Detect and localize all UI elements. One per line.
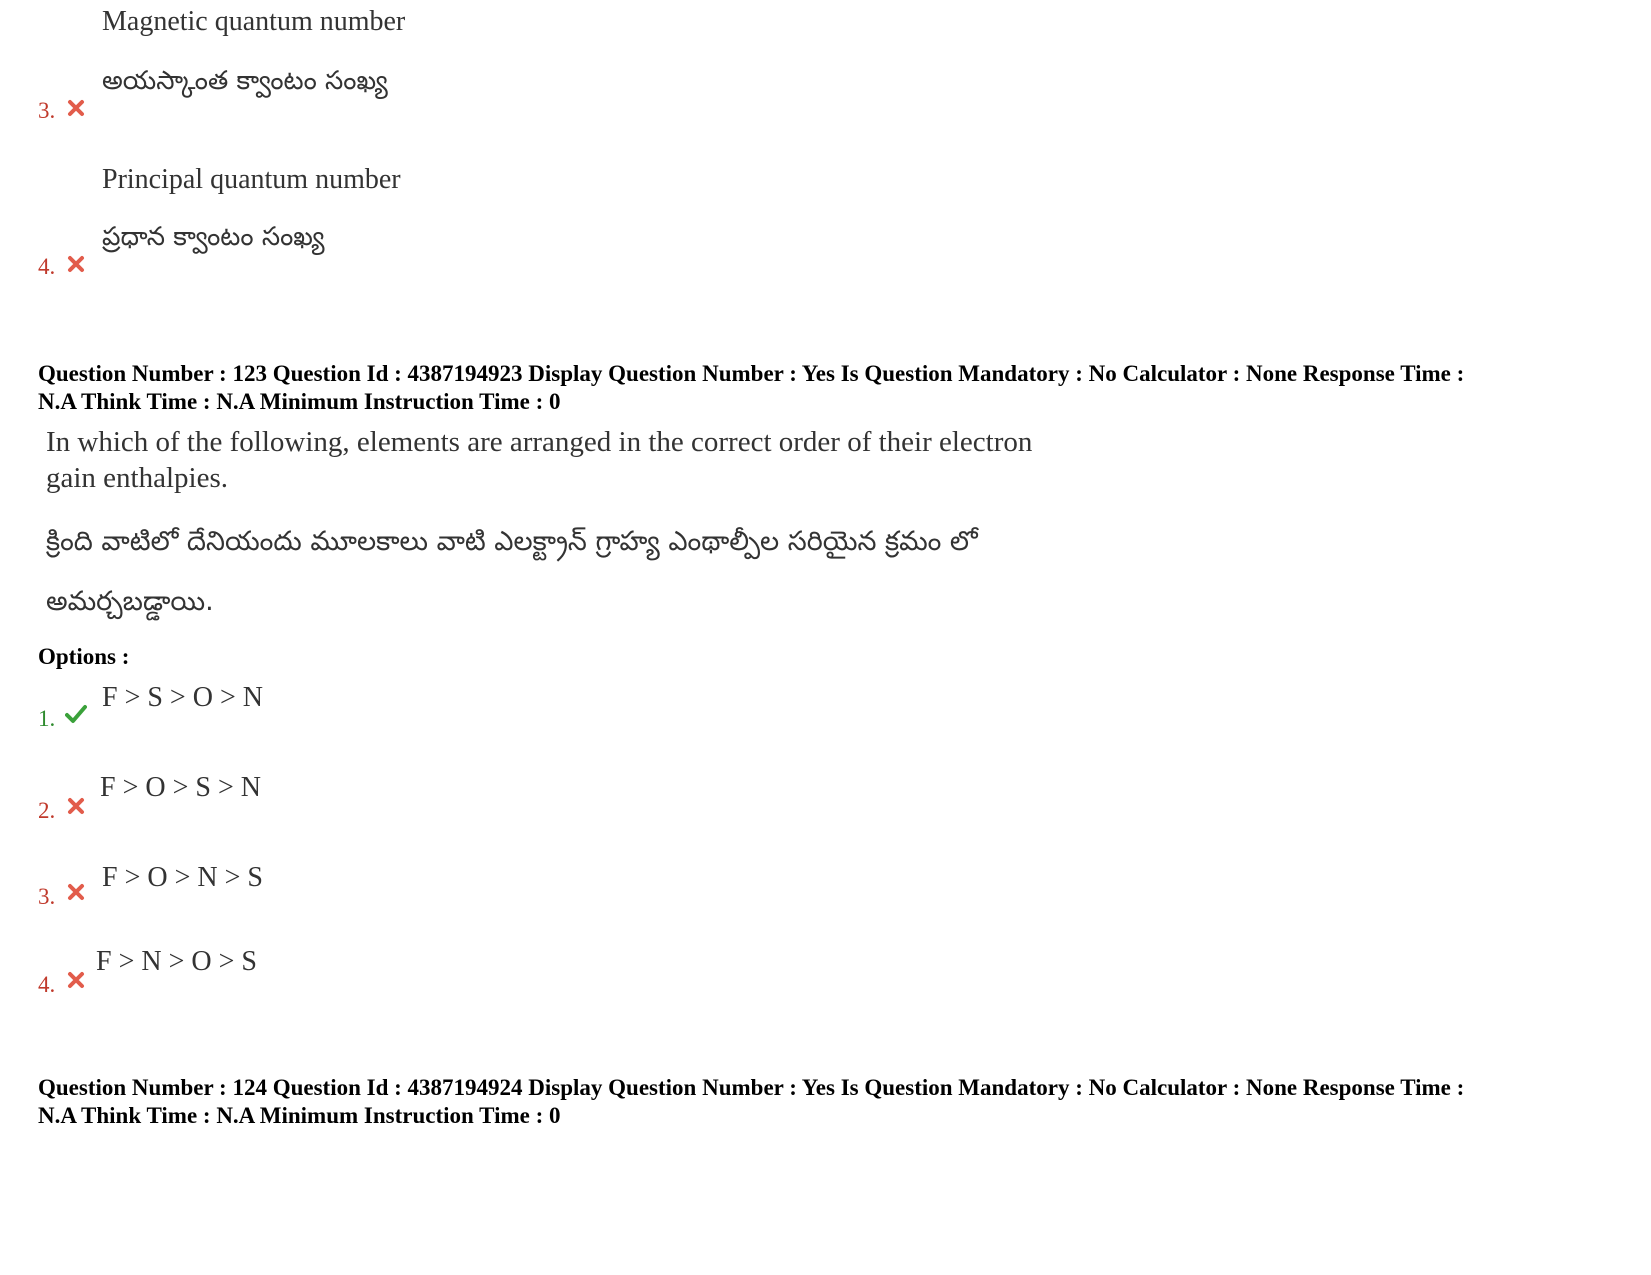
option-1-text: F > S > O > N bbox=[102, 682, 263, 713]
question-123-text-te-line1: క్రింది వాటిలో దేనియందు మూలకాలు వాటి ఎలక్ట్రాన్ గ్రాహ్య ఎంథాల్పీల సరియైన క్రమం లో bbox=[46, 526, 978, 557]
question-124-meta bbox=[38, 1074, 1618, 1130]
option-4-number: 4. bbox=[38, 972, 56, 997]
prev-option-3-text-en: Magnetic quantum number bbox=[102, 6, 406, 37]
question-text-line1: In which of the following, elements are arranged in the correct order of their electron bbox=[46, 426, 1033, 458]
option-1-number: 1. bbox=[38, 706, 56, 731]
prev-option-4-number: 4. bbox=[38, 254, 56, 279]
option-2-number: 2. bbox=[38, 798, 56, 823]
option-4-text: F > N > O > S bbox=[96, 946, 257, 977]
question-123-text-en bbox=[46, 424, 1146, 496]
cross-icon bbox=[67, 255, 85, 273]
question-123-meta bbox=[38, 360, 1618, 416]
cross-icon bbox=[67, 883, 85, 901]
cross-icon bbox=[67, 99, 85, 117]
question-123-text-te-line2: అమర్చబడ్డాయి. bbox=[46, 586, 214, 617]
question-text-line2: gain enthalpies. bbox=[46, 462, 229, 494]
prev-option-4-text-te: ప్రధాన క్వాంటం సంఖ్య bbox=[102, 222, 325, 252]
cross-icon bbox=[67, 797, 85, 815]
prev-option-3-text-te: అయస్కాంత క్వాంటం సంఖ్య bbox=[102, 66, 388, 96]
option-3-number: 3. bbox=[38, 884, 56, 909]
prev-option-4-text-en: Principal quantum number bbox=[102, 164, 401, 195]
question-124-meta-line1: Question Number : 124 Question Id : 4387194924 Display Question Number : Yes Is Question Mandatory : No Calculator : None Response Time : bbox=[38, 1075, 1465, 1100]
option-3-text: F > O > N > S bbox=[102, 862, 263, 893]
prev-option-3-number: 3. bbox=[38, 98, 56, 123]
options-label: Options : bbox=[38, 644, 130, 669]
option-2-text: F > O > S > N bbox=[100, 772, 261, 803]
question-123-meta-line1: Question Number : 123 Question Id : 4387194923 Display Question Number : Yes Is Question Mandatory : No Calculator : None Response Time : bbox=[38, 361, 1465, 386]
cross-icon bbox=[67, 971, 85, 989]
question-123-meta-line2: N.A Think Time : N.A Minimum Instruction Time : 0 bbox=[38, 389, 561, 414]
check-icon bbox=[65, 704, 87, 724]
question-124-meta-line2: N.A Think Time : N.A Minimum Instruction Time : 0 bbox=[38, 1103, 561, 1128]
